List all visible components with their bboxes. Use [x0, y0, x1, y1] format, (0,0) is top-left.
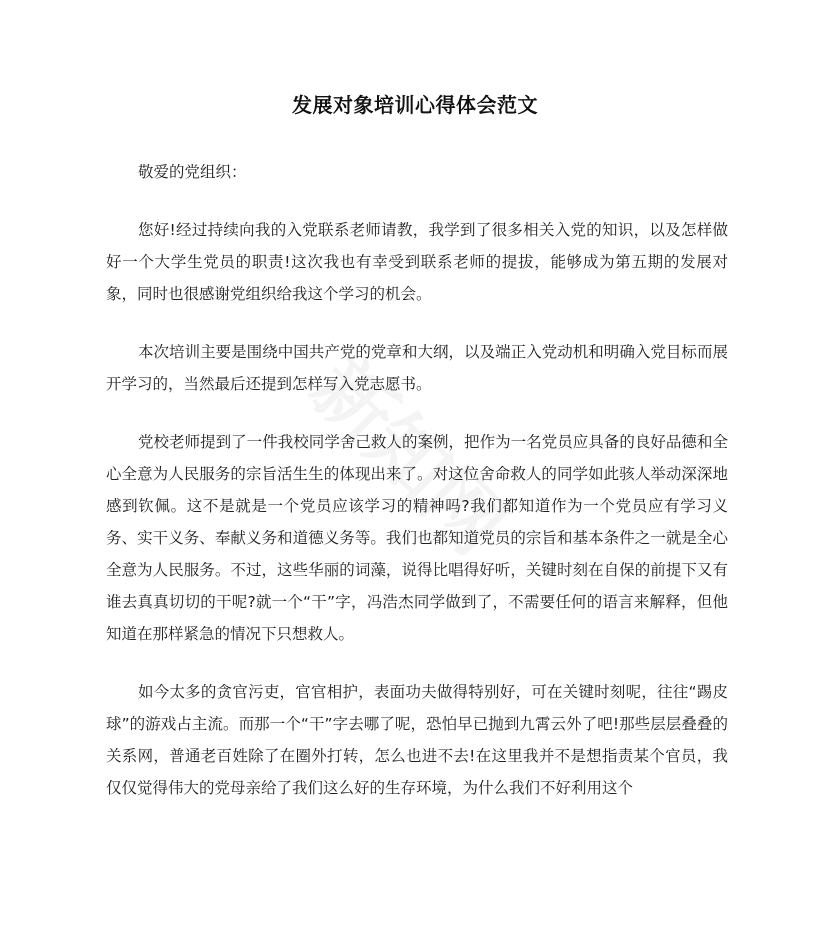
salutation: 敬爱的党组织：	[138, 163, 247, 181]
document-body	[106, 156, 728, 830]
paragraph: 您好!经过持续向我的入党联系老师请教，我学到了很多相关入党的知识，以及怎样做好一个大学生党员的职责!这次我也有幸受到联系老师的提拔，能够成为第五期的发展对象，同时也很感谢党组织给我这个学习的机会。	[106, 221, 728, 303]
paragraph: 本次培训主要是围绕中国共产党的党章和大纲，以及端正入党动机和明确入党目标而展开学习的，当然最后还提到怎样写入党志愿书。	[106, 343, 728, 393]
paragraph: 党校老师提到了一件我校同学舍己救人的案例，把作为一名党员应具备的良好品德和全心全意为人民服务的宗旨活生生的体现出来了。对这位舍命救人的同学如此骇人举动深深地感到钦佩。这不是就是一个党员应该学习的精神吗?我们都知道作为一个党员应有学习义务、实干义务、奉献义务和道德义务等。我们也都知道党员的宗旨和基本条件之一就是全心全意为人民服务。不过，这些华丽的词藻，说得比唱得好听，关键时刻在自保的前提下又有谁去真真切切的干呢?就一个“干”字，冯浩杰同学做到了，不需要任何的语言来解释，但他知道在那样紧急的情况下只想救人。	[106, 433, 728, 643]
paragraph: 如今太多的贪官污吏，官官相护，表面功夫做得特别好，可在关键时刻呢，往往“踢皮球”的游戏占主流。而那一个“干”字去哪了呢，恐怕早已抛到九霄云外了吧!那些层层叠叠的关系网，普通老百姓除了在圈外打转，怎么也进不去!在这里我并不是想指责某个官员，我仅仅觉得伟大的党母亲给了我们这么好的生存环境，为什么我们不好利用这个	[106, 683, 728, 797]
document-title: 发展对象培训心得体会范文	[292, 93, 538, 117]
